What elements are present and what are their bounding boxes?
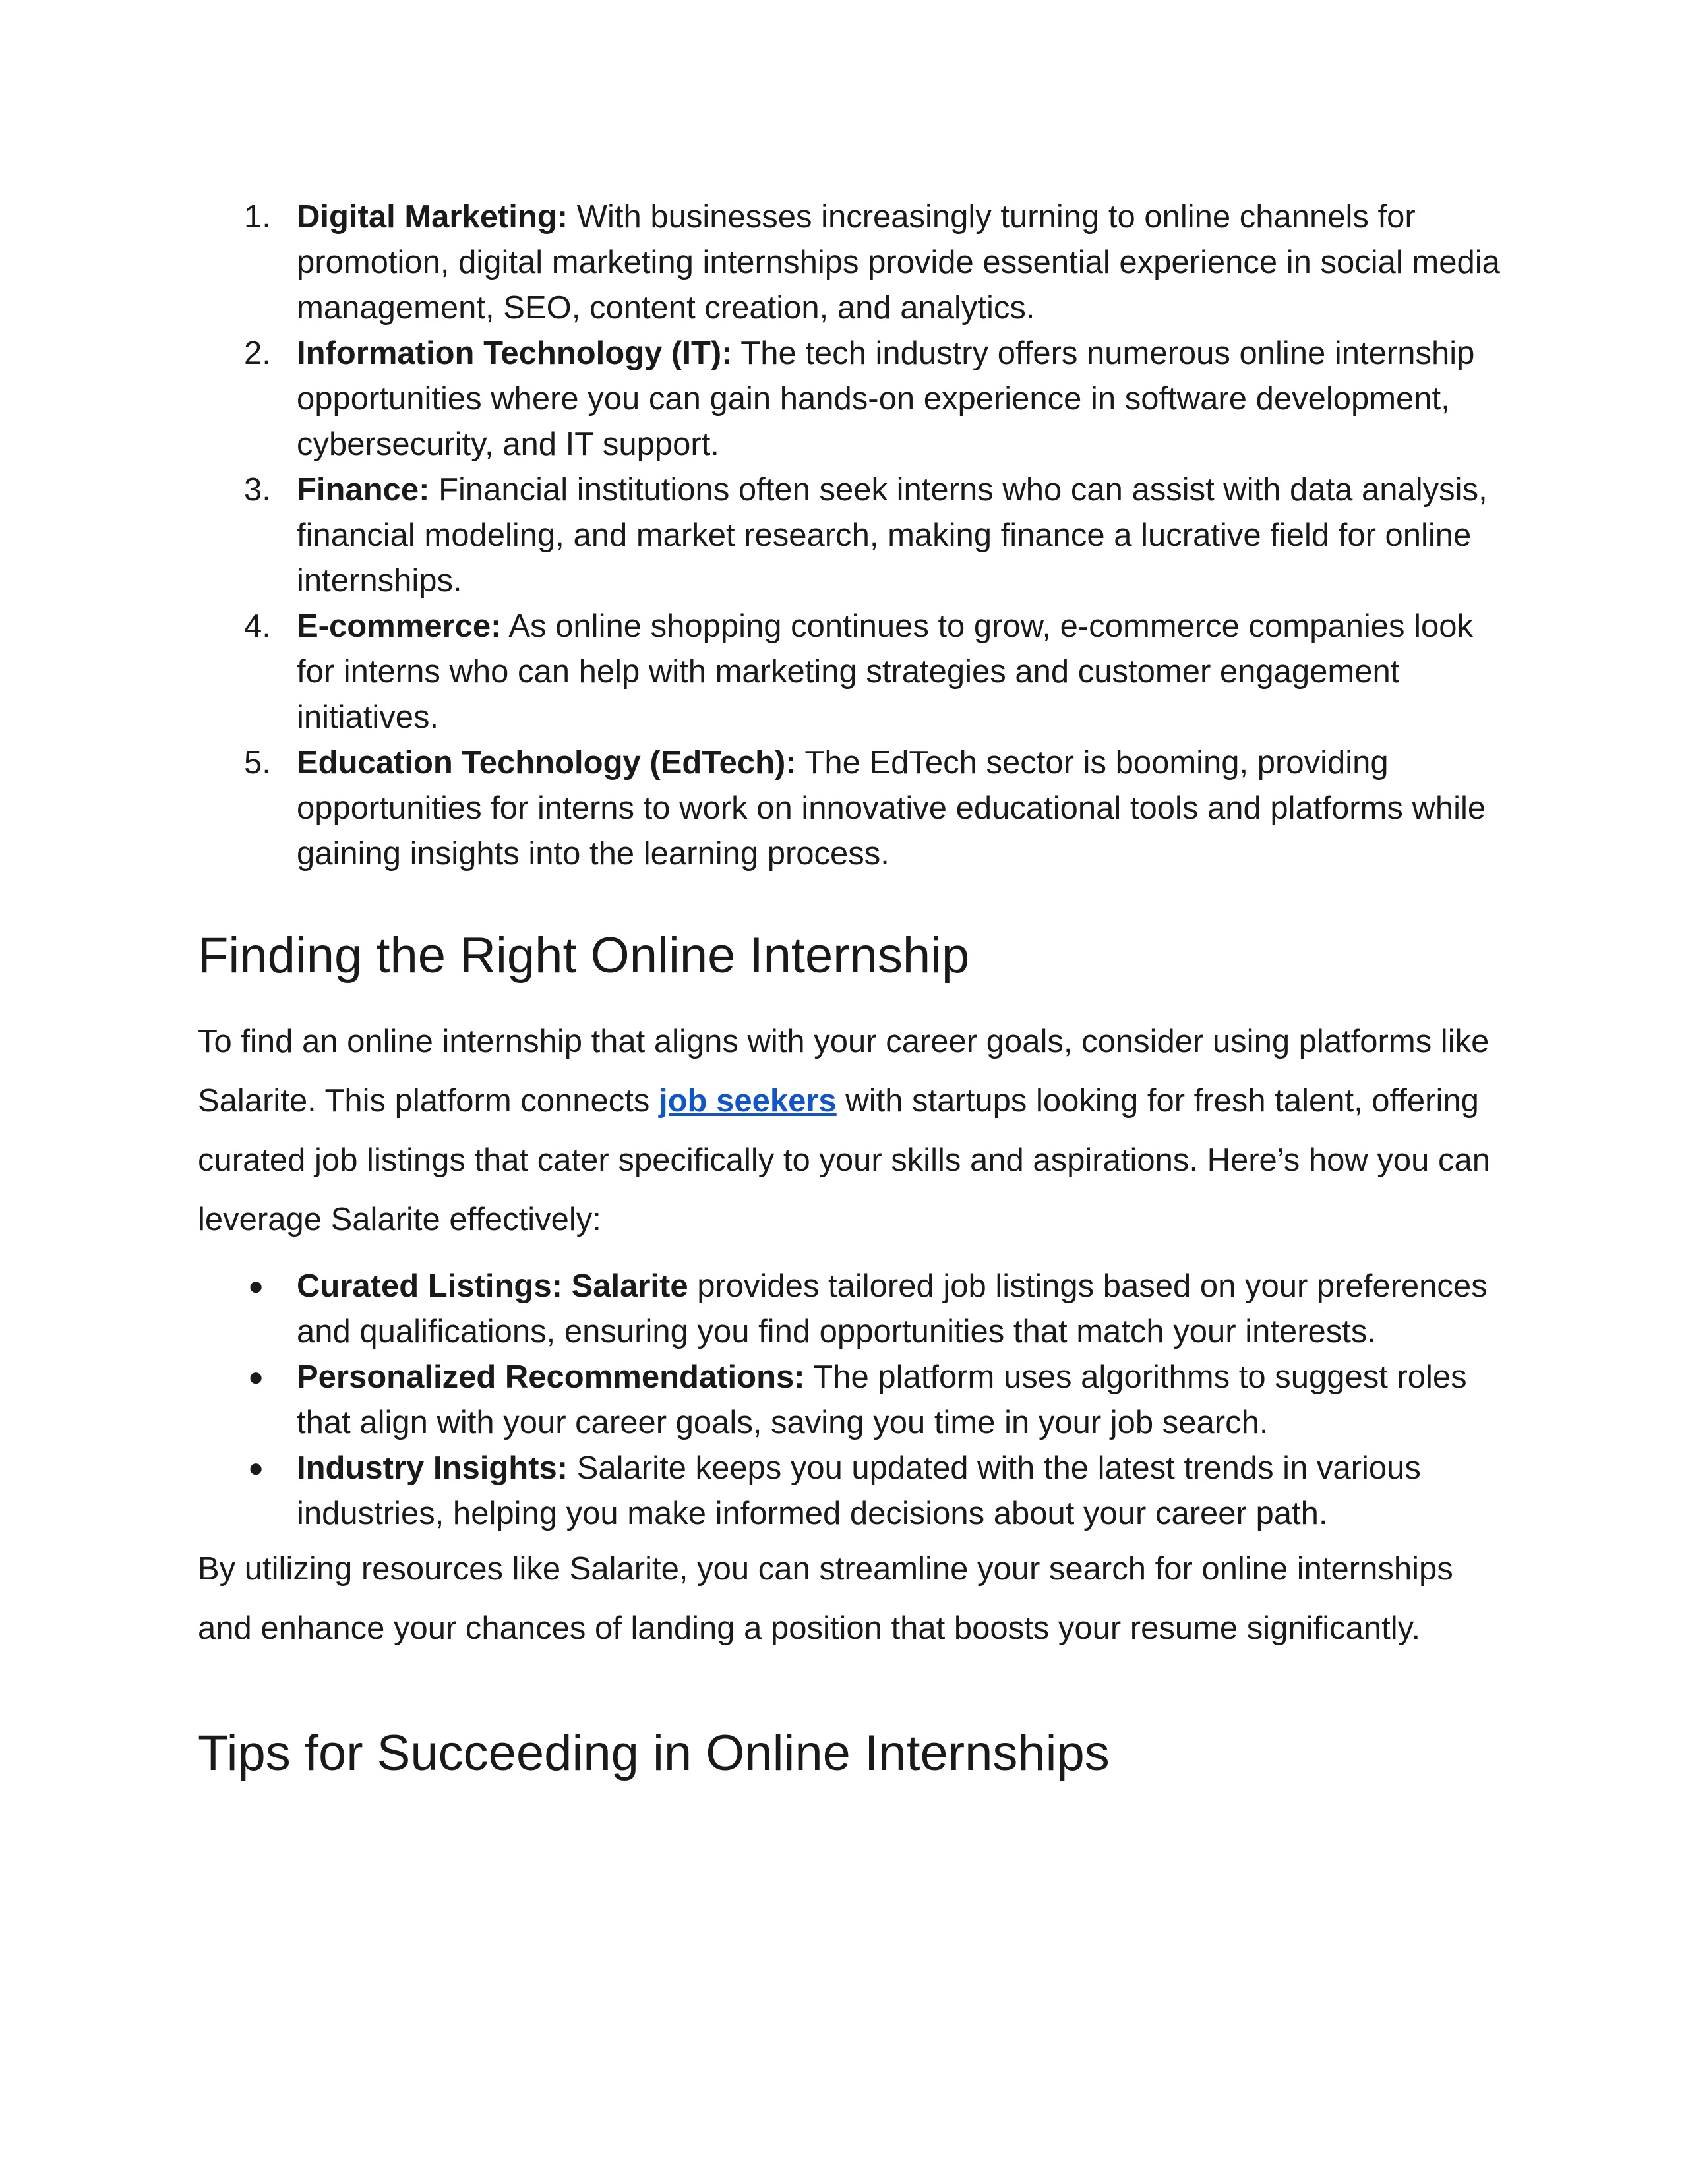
list-item-text: As online shopping continues to grow, e-commerce companies look for interns who can help with marketing strategies and customer engagement initiatives. (297, 608, 1474, 735)
list-item-title: E-commerce: (297, 608, 502, 644)
list-item (198, 604, 1503, 740)
list-item-text: The EdTech sector is booming, providing opportunities for interns to work on innovative educational tools and platforms while gaining insights into the learning process. (297, 745, 1486, 871)
bullet-title: Personalized Recommendations: (297, 1359, 805, 1395)
list-number: 5. (244, 745, 271, 781)
job-seekers-link[interactable]: job seekers (659, 1083, 837, 1119)
bullet-dot-icon: ● (248, 1272, 264, 1301)
bullet-item (198, 1264, 1503, 1355)
bullet-dot-icon: ● (248, 1363, 264, 1392)
list-item (198, 194, 1503, 331)
list-number: 1. (244, 199, 271, 235)
list-item-title: Information Technology (IT): (297, 336, 733, 371)
bullet-text: Salarite keeps you updated with the latest trends in various industries, helping you make informed decisions about your career path. (297, 1450, 1421, 1531)
section-heading-finding-internship: Finding the Right Online Internship (198, 928, 970, 984)
bullet-title: Curated Listings: Salarite (297, 1268, 688, 1304)
list-item-text: Financial institutions often seek interns who can assist with data analysis, financial modeling, and market research, making finance a lucrative field for online internships. (297, 472, 1488, 599)
bullet-text: provides tailored job listings based on your preferences and qualifications, ensuring you find opportunities that match your interests. (297, 1268, 1488, 1349)
industry-numbered-list (198, 194, 1503, 877)
intro-text-after-link: with startups looking for fresh talent, offering curated job listings that cater specifically to your skills and aspirations. Here’s how you can leverage Salarite effectively: (198, 1083, 1491, 1237)
list-item-title: Finance: (297, 472, 430, 508)
bullet-title: Industry Insights: (297, 1450, 568, 1486)
intro-text-before-link: To find an online internship that aligns with your career goals, consider using platforms like Salarite. This platform connects (198, 1024, 1490, 1119)
intro-paragraph (198, 1012, 1503, 1249)
list-item (198, 740, 1503, 877)
list-item-text: The tech industry offers numerous online internship opportunities where you can gain hands-on experience in software development, cybersecurity, and IT support. (297, 336, 1475, 462)
salarite-features-list (198, 1264, 1503, 1537)
bullet-dot-icon: ● (248, 1454, 264, 1483)
list-number: 2. (244, 336, 271, 371)
bullet-item (198, 1446, 1503, 1537)
list-item (198, 331, 1503, 467)
bullet-text: The platform uses algorithms to suggest roles that align with your career goals, saving you time in your job search. (297, 1359, 1467, 1440)
section-heading-tips: Tips for Succeeding in Online Internships (198, 1725, 1110, 1781)
list-item-title: Education Technology (EdTech): (297, 745, 797, 781)
list-number: 4. (244, 608, 271, 644)
closing-paragraph: By utilizing resources like Salarite, you can streamline your search for online internships and enhance your chances of landing a position that boosts your resume significantly. (198, 1551, 1453, 1646)
bullet-item (198, 1355, 1503, 1446)
list-number: 3. (244, 472, 271, 508)
list-item-title: Digital Marketing: (297, 199, 568, 235)
document-page (198, 194, 1503, 1783)
list-item-text: With businesses increasingly turning to online channels for promotion, digital marketing internships provide essential experience in social media management, SEO, content creation, and analytics. (297, 199, 1500, 326)
list-item (198, 467, 1503, 604)
